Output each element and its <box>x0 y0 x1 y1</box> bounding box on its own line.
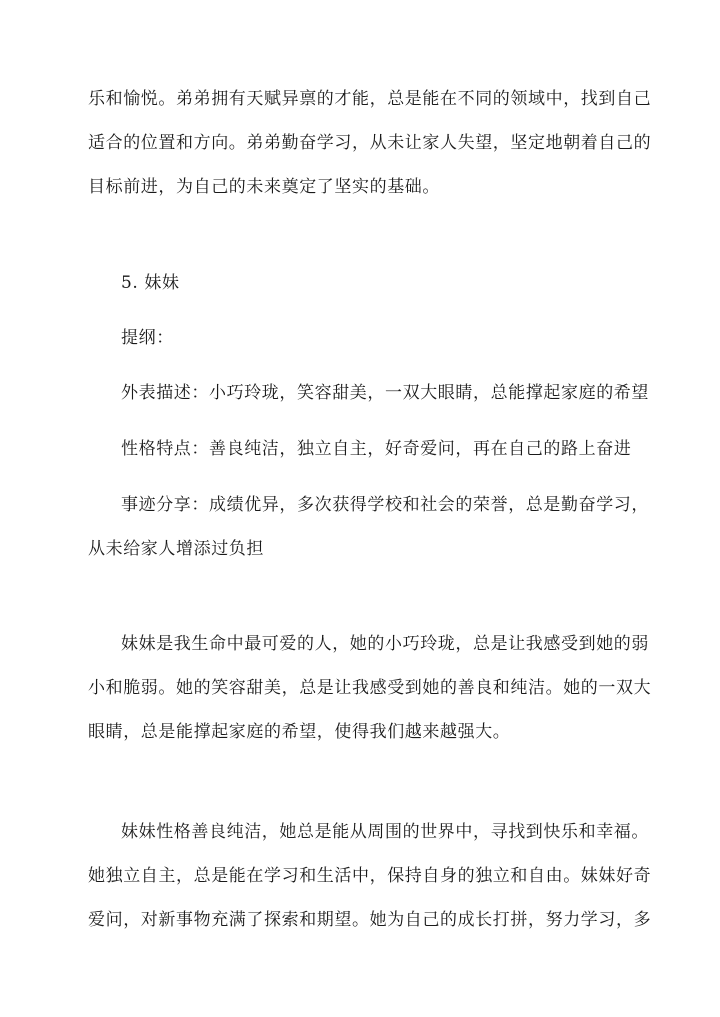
paragraph-2-line-3: 爱问，对新事物充满了探索和期望。她为自己的成长打拼，努力学习，多 <box>88 910 652 930</box>
paragraph-1-line-2: 小和脆弱。她的笑容甜美，总是让我感受到她的善良和纯洁。她的一双大 <box>88 678 652 698</box>
outline-deeds-line-1: 事迹分享：成绩优异，多次获得学校和社会的荣誉，总是勤奋学习， <box>121 495 649 515</box>
outline-appearance: 外表描述：小巧玲珑，笑容甜美，一双大眼睛，总能撑起家庭的希望 <box>121 383 649 403</box>
outline-personality: 性格特点：善良纯洁，独立自主，好奇爱问，再在自己的路上奋进 <box>121 439 632 459</box>
outline-deeds-line-2: 从未给家人增添过负担 <box>88 539 264 559</box>
paragraph-top-line-2: 适合的位置和方向。弟弟勤奋学习，从未让家人失望，坚定地朝着自己的 <box>88 133 652 153</box>
section-heading: 5. 妹妹 <box>121 273 180 293</box>
paragraph-1-line-3: 眼睛，总是能撑起家庭的希望，使得我们越来越强大。 <box>88 722 511 742</box>
paragraph-top-line-1: 乐和愉悦。弟弟拥有天赋异禀的才能，总是能在不同的领域中，找到自己 <box>88 89 652 109</box>
outline-label: 提纲： <box>121 328 174 348</box>
paragraph-2-line-2: 她独立自主，总是能在学习和生活中，保持自身的独立和自由。妹妹好奇 <box>88 866 652 886</box>
paragraph-1-line-1: 妹妹是我生命中最可爱的人，她的小巧玲珑，总是让我感受到她的弱 <box>121 634 649 654</box>
paragraph-2-line-1: 妹妹性格善良纯洁，她总是能从周围的世界中，寻找到快乐和幸福。 <box>121 822 649 842</box>
paragraph-top-line-3: 目标前进，为自己的未来奠定了坚实的基础。 <box>88 177 440 197</box>
